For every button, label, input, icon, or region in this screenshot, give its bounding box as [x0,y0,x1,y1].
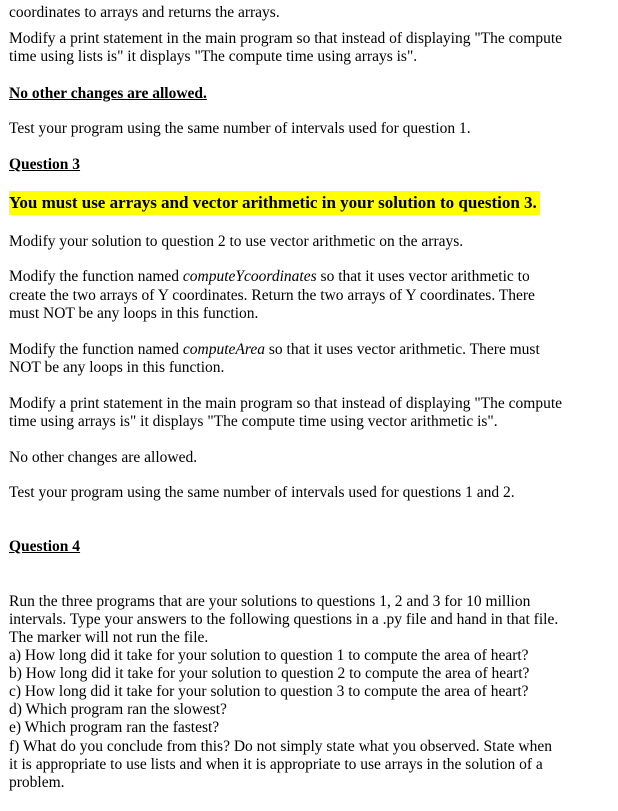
question-item: c) How long did it take for your solution to question 3 to compute the area of heart? [9,683,529,700]
question-item: f) What do you conclude from this? Do not simply state what you observed. State when [9,738,552,755]
text-fragment: so that it uses vector arithmetic. There must [264,341,540,358]
question-3-heading: Question 3 [9,156,81,173]
text-line: coordinates to arrays and returns the arrays. [9,4,280,21]
question-item: a) How long did it take for your solution to question 1 to compute the area of heart? [9,647,529,664]
text-line: The marker will not run the file. [9,629,209,646]
text-line: Run the three programs that are your solutions to questions 1, 2 and 3 for 10 million [9,593,531,610]
function-name: computeYcoordinates [182,268,317,285]
question-4-heading: Question 4 [9,538,81,555]
text-line: NOT be any loops in this function. [9,359,225,376]
text-line: create the two arrays of Y coordinates. Return the two arrays of Y coordinates. There [9,287,535,304]
text-line: time using lists is" it displays "The compute time using arrays is". [9,48,418,65]
text-line: Test your program using the same number of intervals used for questions 1 and 2. [9,484,515,501]
text-line: Modify a print statement in the main program so that instead of displaying "The compute [9,395,563,412]
text-line: No other changes are allowed. [9,449,198,466]
no-changes-notice: No other changes are allowed. [9,85,207,102]
question-item: it is appropriate to use lists and when it is appropriate to use arrays in the solution of a [9,756,543,773]
question-item: b) How long did it take for your solution to question 2 to compute the area of heart? [9,665,530,682]
text-fragment: Modify the function named [9,341,183,358]
text-line [9,341,540,359]
text-fragment: Modify the function named [9,268,183,285]
highlight-requirement [9,194,540,213]
question-item: e) Which program ran the fastest? [9,719,220,736]
text-fragment: so that it uses vector arithmetic to [316,268,530,285]
text-line: Modify your solution to question 2 to use vector arithmetic on the arrays. [9,233,464,250]
text-line: Test your program using the same number of intervals used for question 1. [9,120,471,137]
function-name: computeArea [182,341,265,358]
text-line: Modify a print statement in the main program so that instead of displaying "The compute [9,30,563,47]
text-line: time using arrays is" it displays "The compute time using vector arithmetic is". [9,413,498,430]
highlighted-text: You must use arrays and vector arithmetic in your solution to question 3. [9,191,540,215]
question-item: d) Which program ran the slowest? [9,701,227,718]
text-line: must NOT be any loops in this function. [9,305,259,322]
question-item: problem. [9,774,65,791]
text-line: intervals. Type your answers to the following questions in a .py file and hand in that file. [9,611,559,628]
text-line [9,268,530,286]
